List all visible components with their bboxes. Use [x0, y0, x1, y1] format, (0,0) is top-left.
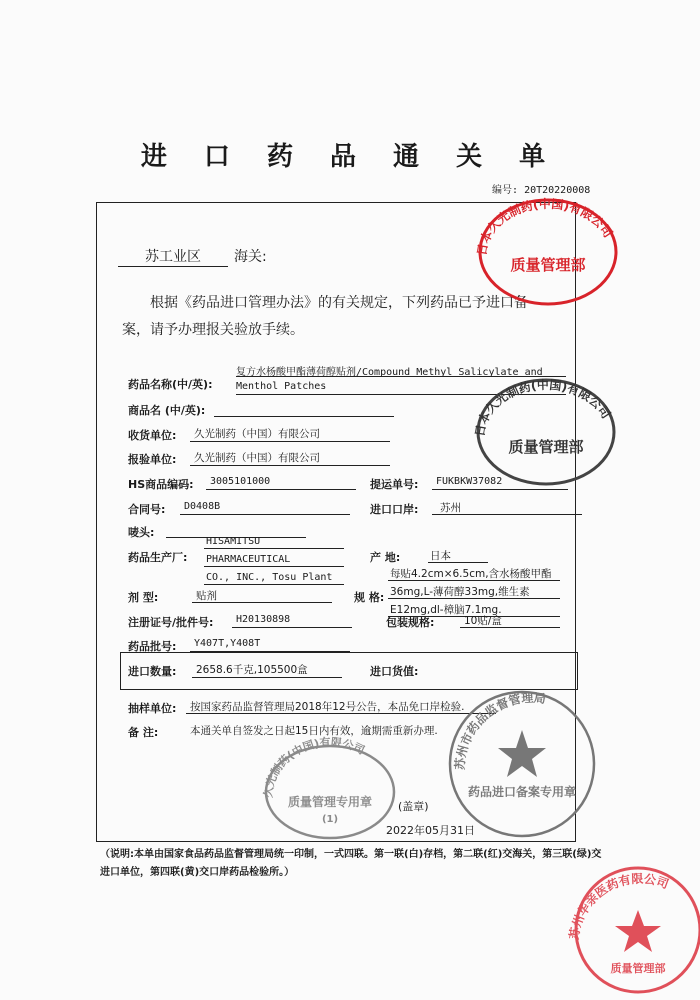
hs-code-label: HS商品编码: [128, 478, 194, 491]
seal-label: (盖章) [398, 800, 429, 813]
drug-name-line2: Menthol Patches [236, 381, 327, 392]
bill-no-value: FUKBKW37082 [436, 476, 503, 487]
bill-no-label: 提运单号: [370, 478, 419, 491]
dosage-form-value: 贴剂 [196, 590, 217, 602]
stamp5-center-text: 质量管理部 [610, 962, 666, 975]
inspection-unit-value: 久光制药（中国）有限公司 [194, 452, 320, 464]
value-label: 进口货值: [370, 665, 419, 678]
spec-label: 规 格: [354, 591, 385, 604]
issue-date: 2022年05月31日 [386, 824, 475, 837]
stamp1-ring-text: 日本久光制药(中国)有限公司 [474, 196, 616, 257]
package-value: 10贴/盒 [464, 615, 502, 627]
mark-label: 唛头: [128, 526, 155, 539]
consignee-label: 收货单位: [128, 429, 177, 442]
entry-port-label: 进口口岸: [370, 503, 419, 516]
customs-name: 苏工业区 [118, 246, 228, 267]
stamp3-ring-text: 久光制药(中国)有限公司 [261, 735, 367, 799]
stamp2-ring-text: 日本久光制药(中国)有限公司 [472, 377, 614, 438]
star-icon [498, 730, 546, 777]
intro-paragraph: 根据《药品进口管理办法》的有关规定，下列药品已予进口备案，请予办理报关验放手续。 [122, 295, 528, 338]
customs-filing-stamp [450, 691, 594, 836]
stamp3-center-text: 质量管理专用章 [287, 795, 373, 809]
sampling-value: 按国家药品监督管理局2018年12号公告，本品免口岸检验. [190, 701, 465, 713]
footnote: （说明:本单由国家食品药品监督管理局统一印制，一式四联。第一联(白)存档，第二联(红)交海关，第三联(绿)交进口单位，第四联(黄)交口岸药品检验所。） [100, 849, 602, 878]
consignee-value: 久光制药（中国）有限公司 [194, 428, 320, 440]
trade-name-label: 商品名 (中/英): [128, 404, 206, 417]
document-number-value: 20T20220008 [524, 185, 591, 196]
quantity-label: 进口数量: [128, 665, 177, 678]
batch-no-label: 药品批号: [128, 640, 177, 653]
drug-name-label: 药品名称(中/英): [128, 378, 213, 391]
reg-no-value: H20130898 [236, 614, 291, 625]
stamp1-center-text: 质量管理部 [510, 256, 586, 274]
company-stamp-1 [475, 196, 616, 304]
remarks-value: 本通关单自签发之日起15日内有效，逾期需重新办理. [190, 725, 438, 737]
package-label: 包装规格: [386, 616, 435, 629]
page-title: 进 口 药 品 通 关 单 [140, 142, 560, 172]
manufacturer-line2: PHARMACEUTICAL [206, 554, 291, 565]
quantity-value: 2658.6千克,105500盒 [196, 664, 308, 676]
manufacturer-line3: CO., INC., Tosu Plant [206, 572, 333, 583]
quality-stamp [261, 735, 394, 838]
company-stamp-2 [473, 377, 614, 484]
spec-line3: E12mg,dl-樟脑7.1mg. [390, 604, 502, 616]
stamp3-number: (1) [321, 814, 339, 825]
document-number-label: 编号: [492, 185, 519, 196]
manufacturer-label: 药品生产厂: [128, 551, 188, 564]
spec-line1: 每贴4.2cm×6.5cm,含水杨酸甲酯 [390, 568, 552, 580]
stamp5-ring-text: 苏州华亲医药有限公司 [566, 871, 671, 941]
stamp4-ring-text: 苏州市药品监督管理局 [452, 690, 547, 771]
dosage-form-label: 剂 型: [128, 591, 159, 604]
inspection-unit-label: 报验单位: [128, 453, 177, 466]
distributor-stamp [566, 868, 700, 992]
entry-port-value: 苏州 [440, 502, 461, 514]
contract-no-label: 合同号: [128, 503, 166, 516]
sampling-label: 抽样单位: [128, 702, 177, 715]
star-icon [615, 910, 661, 952]
hs-code-value: 3005101000 [210, 476, 271, 487]
remarks-label: 备 注: [128, 726, 159, 739]
origin-value: 日本 [430, 550, 451, 562]
batch-no-value: Y407T,Y408T [194, 638, 261, 649]
drug-name-line1: 复方水杨酸甲酯薄荷醇贴剂/Compound Methyl Salicylate and [236, 367, 543, 378]
spec-line2: 36mg,L-薄荷醇33mg,维生素 [390, 586, 530, 598]
stamp4-center-text: 药品进口备案专用章 [467, 785, 577, 799]
origin-label: 产 地: [370, 551, 401, 564]
customs-suffix: 海关: [234, 249, 267, 265]
manufacturer-line1: HISAMITSU [206, 536, 261, 547]
reg-no-label: 注册证号/批件号: [128, 616, 214, 629]
stamp2-center-text: 质量管理部 [508, 438, 584, 456]
contract-no-value: D0408B [184, 501, 221, 512]
